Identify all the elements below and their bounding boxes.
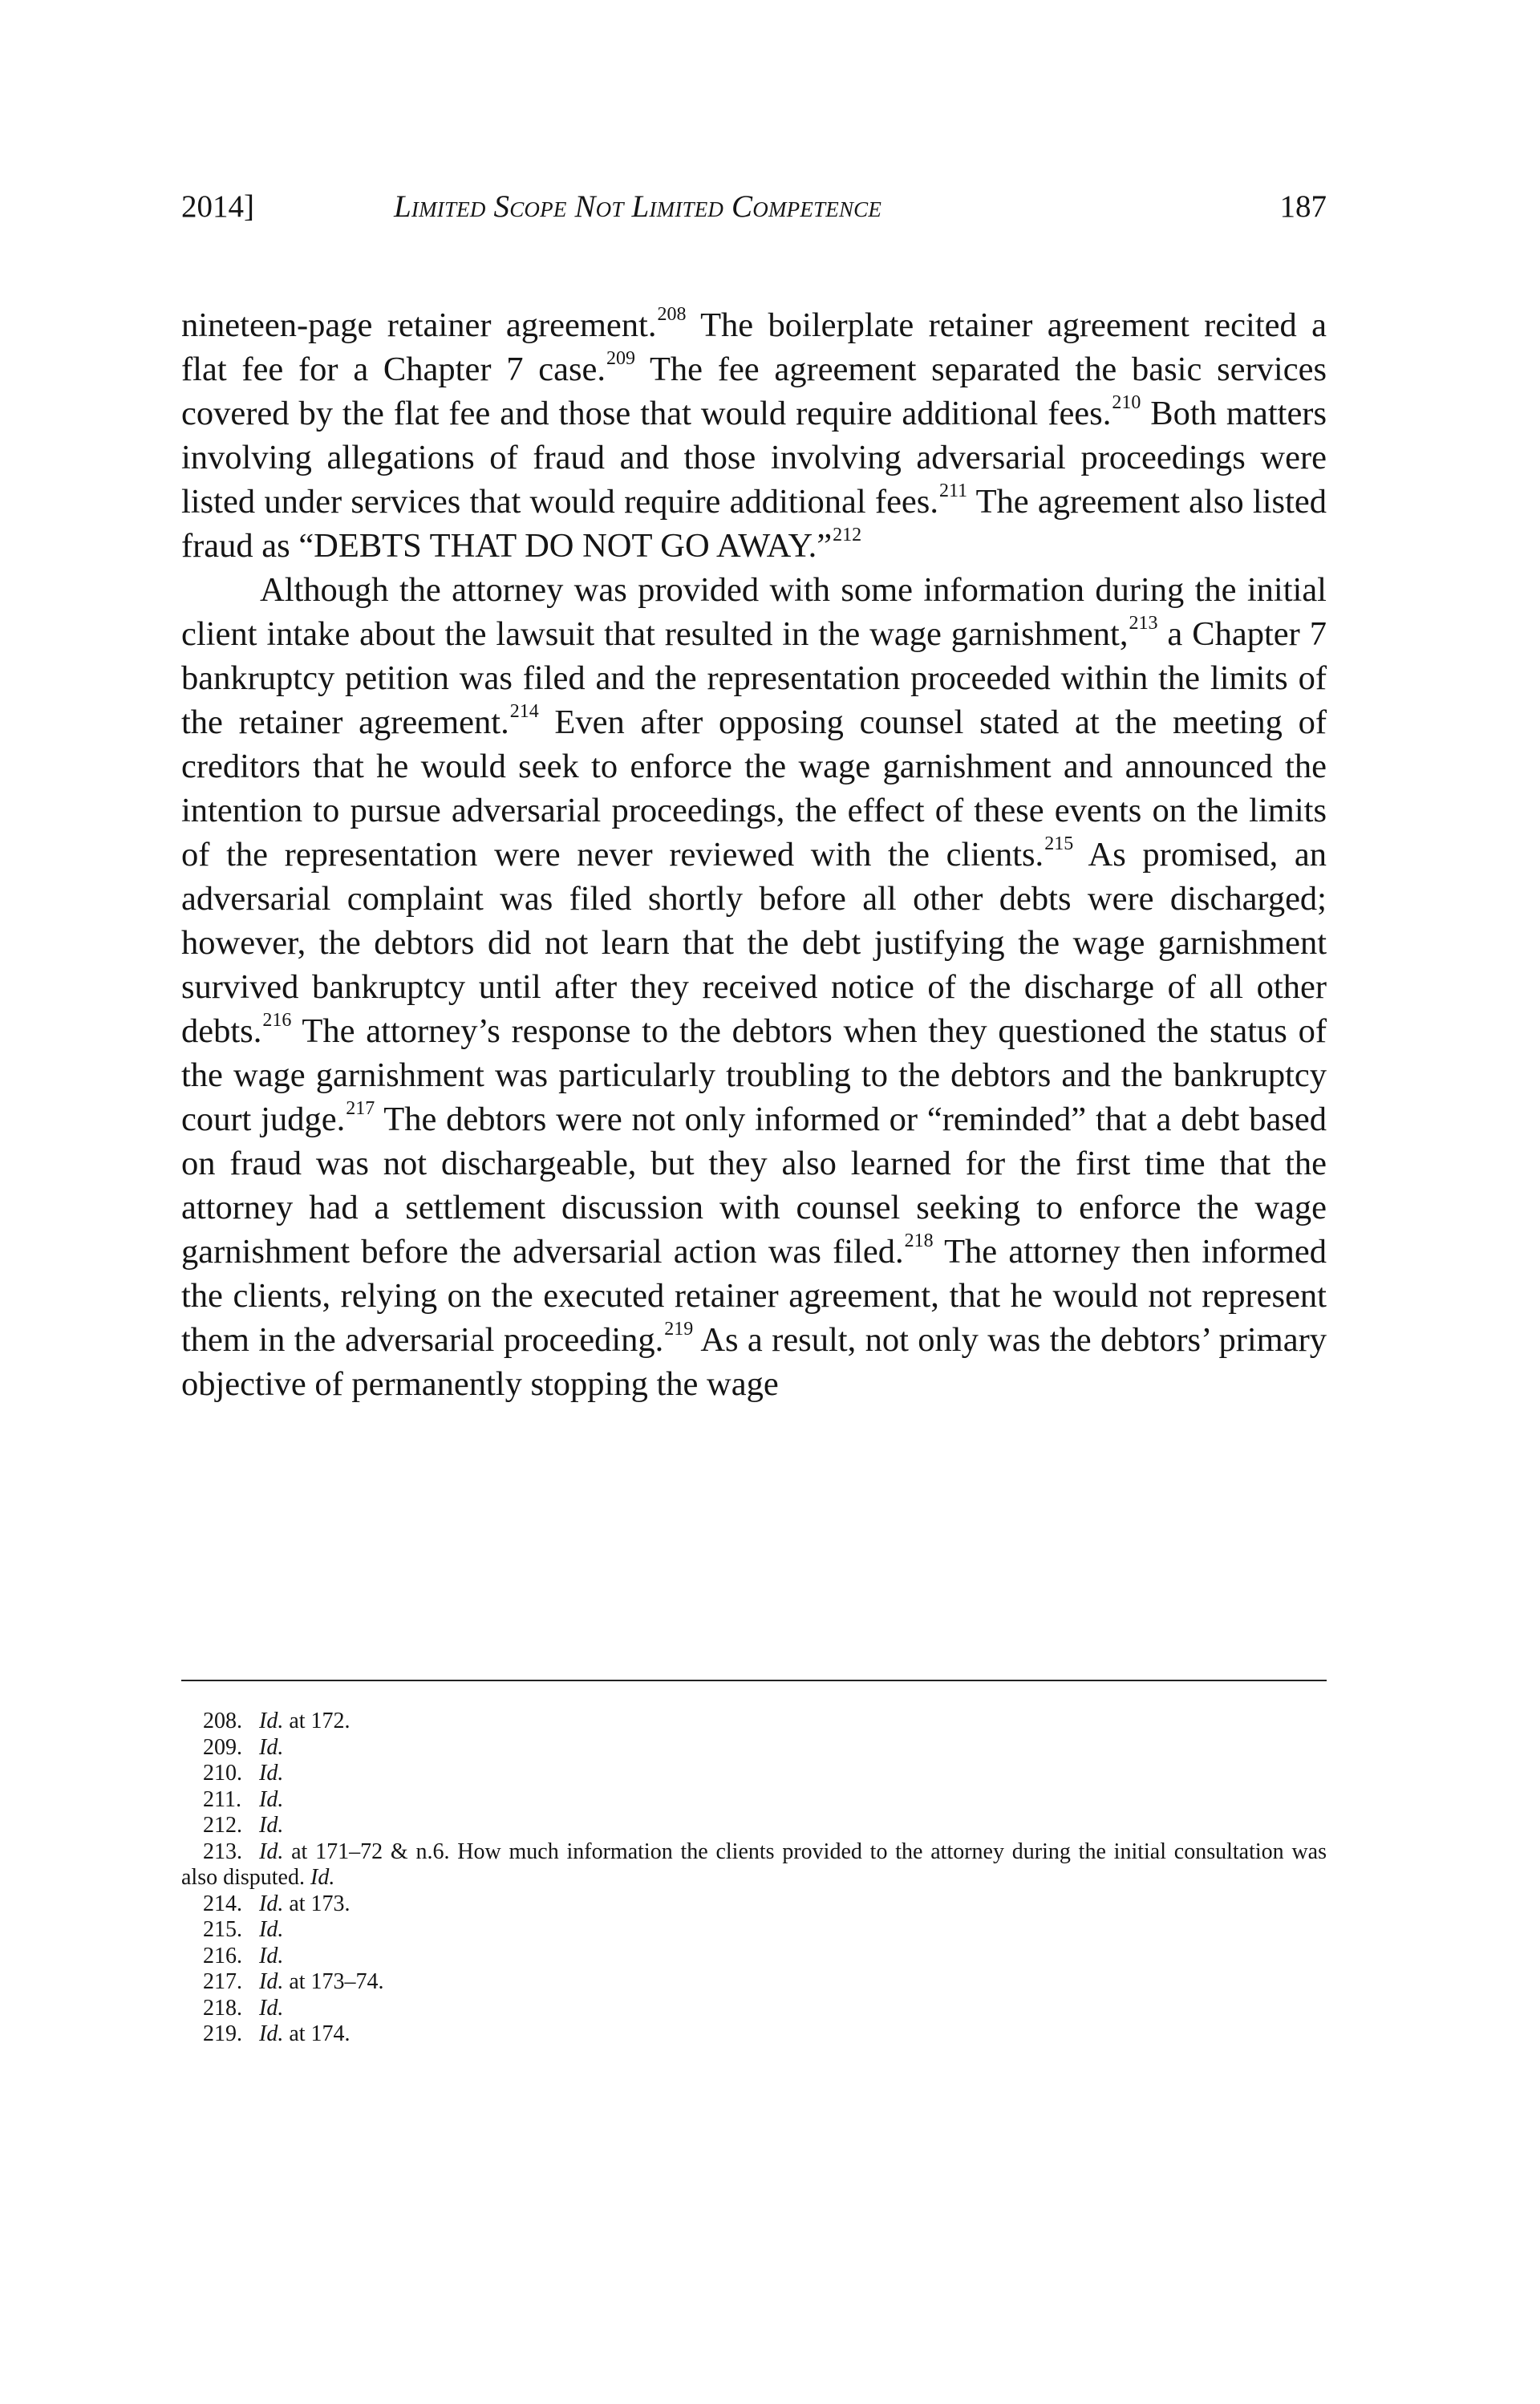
footnote-212 xyxy=(181,1813,1327,1839)
text-run: As a result, not only was the debtors’ primary objective of permanently stopping the wage xyxy=(181,1321,1327,1403)
text-run: As promised, an adversarial complaint was filed shortly before all other debts were discharged; however, the debtors did not learn that the debt justifying the wage garnishment survived bankruptcy until after they received notice of the discharge of all other debts. xyxy=(181,836,1327,1050)
header-year: 2014] xyxy=(181,189,254,224)
footnote-number: 208. xyxy=(203,1709,242,1733)
footnote-number: 219. xyxy=(203,2021,242,2046)
citation: Id. xyxy=(259,1995,284,2021)
footnote-number: 218. xyxy=(203,1995,242,2021)
footnote-ref-219[interactable]: 219 xyxy=(664,1319,694,1340)
citation: Id. xyxy=(259,1943,284,1968)
text-run: The attorney’s response to the debtors when they questioned the status of the wage garnishment was particularly troubling to the debtors and the bankruptcy court judge. xyxy=(181,1012,1327,1138)
footnote-ref-215[interactable]: 215 xyxy=(1044,833,1074,854)
citation: Id. xyxy=(259,1891,284,1916)
citation: Id. xyxy=(259,1709,284,1733)
citation: Id. xyxy=(259,1786,284,1812)
citation: Id. xyxy=(259,1969,284,1994)
footnote-number: 211. xyxy=(203,1786,241,1812)
citation: Id. xyxy=(259,2021,284,2046)
footnotes xyxy=(181,1709,1327,2048)
footnote-211 xyxy=(181,1787,1327,1814)
footnote-214 xyxy=(181,1891,1327,1918)
footnote-ref-217[interactable]: 217 xyxy=(346,1098,375,1119)
footnote-text: at 172. xyxy=(283,1709,351,1733)
footnote-number: 213. xyxy=(203,1838,242,1864)
footnote-217 xyxy=(181,1969,1327,1996)
citation: Id. xyxy=(259,1761,284,1786)
citation: Id. xyxy=(259,1813,284,1838)
header-title: Limited Scope Not Limited Competence xyxy=(394,189,882,224)
footnote-ref-210[interactable]: 210 xyxy=(1112,392,1141,413)
footnote-208 xyxy=(181,1709,1327,1735)
footnote-ref-209[interactable]: 209 xyxy=(606,348,635,369)
text-run: The attorney then informed the clients, relying on the executed retainer agreement, that he would not represent them in the adversarial proceeding. xyxy=(181,1233,1327,1359)
text-run: nineteen-page retainer agreement. xyxy=(181,306,657,344)
running-header xyxy=(181,183,1327,231)
footnote-ref-214[interactable]: 214 xyxy=(509,701,539,722)
footnote-number: 216. xyxy=(203,1943,242,1968)
citation: Id. xyxy=(259,1917,284,1942)
footnote-text: at 171–72 & n.6. How much information the clients provided to the attorney during the initial consultation was also disputed. xyxy=(181,1838,1327,1890)
paragraph-2 xyxy=(181,568,1327,1406)
footnote-ref-211[interactable]: 211 xyxy=(938,480,968,501)
footnote-ref-216[interactable]: 216 xyxy=(262,1010,292,1031)
footnote-number: 210. xyxy=(203,1761,242,1786)
footnote-213 xyxy=(181,1839,1327,1891)
footnote-separator xyxy=(181,1680,1327,1681)
footnote-text: at 174. xyxy=(283,2021,351,2046)
footnote-219 xyxy=(181,2021,1327,2048)
text-run: Both matters involving allegations of fraud and those involving adversarial proceedings were listed under services that would require additional fees. xyxy=(181,395,1327,521)
footnote-text: at 173–74. xyxy=(283,1969,384,1994)
footnote-ref-212[interactable]: 212 xyxy=(833,525,862,545)
footnote-215 xyxy=(181,1917,1327,1944)
footnote-text: at 173. xyxy=(283,1891,351,1916)
footnote-ref-213[interactable]: 213 xyxy=(1129,613,1158,634)
footnote-number: 214. xyxy=(203,1891,242,1916)
footnote-ref-208[interactable]: 208 xyxy=(657,304,687,325)
footnote-number: 209. xyxy=(203,1734,242,1760)
text-run: The agreement also listed fraud as “DEBTS THAT DO NOT GO AWAY.” xyxy=(181,483,1327,565)
text-run: The fee agreement separated the basic services covered by the flat fee and those that would require additional fees. xyxy=(181,351,1327,432)
footnote-218 xyxy=(181,1996,1327,2022)
footnote-ref-218[interactable]: 218 xyxy=(904,1230,934,1251)
citation: Id. xyxy=(259,1838,284,1864)
text-run: Although the attorney was provided with some information during the initial client intake about the lawsuit that resulted in the wage garnishment, xyxy=(181,571,1327,653)
footnote-216 xyxy=(181,1944,1327,1970)
footnote-number: 212. xyxy=(203,1813,242,1838)
text-run: The boilerplate retainer agreement recited a flat fee for a Chapter 7 case. xyxy=(181,306,1327,388)
text-run: Even after opposing counsel stated at the meeting of creditors that he would seek to enforce the wage garnishment and announced the intention to pursue adversarial proceedings, the effect of these events on the limits of the representation were never reviewed with the clients. xyxy=(181,703,1327,874)
paragraph-1 xyxy=(181,303,1327,568)
page-number: 187 xyxy=(1279,189,1327,224)
text-run: a Chapter 7 bankruptcy petition was filed and the representation proceeded within the limits of the retainer agreement. xyxy=(181,615,1327,741)
footnote-number: 217. xyxy=(203,1969,242,1994)
footnote-209 xyxy=(181,1735,1327,1761)
footnote-number: 215. xyxy=(203,1917,242,1942)
citation: Id. xyxy=(310,1865,335,1890)
main-text xyxy=(181,303,1327,1406)
text-run: The debtors were not only informed or “reminded” that a debt based on fraud was not dischargeable, but they also learned for the first time that the attorney had a settlement discussion with counsel seeking to enforce the wage garnishment before the adversarial action was filed. xyxy=(181,1101,1327,1271)
citation: Id. xyxy=(259,1734,284,1760)
footnote-210 xyxy=(181,1761,1327,1787)
